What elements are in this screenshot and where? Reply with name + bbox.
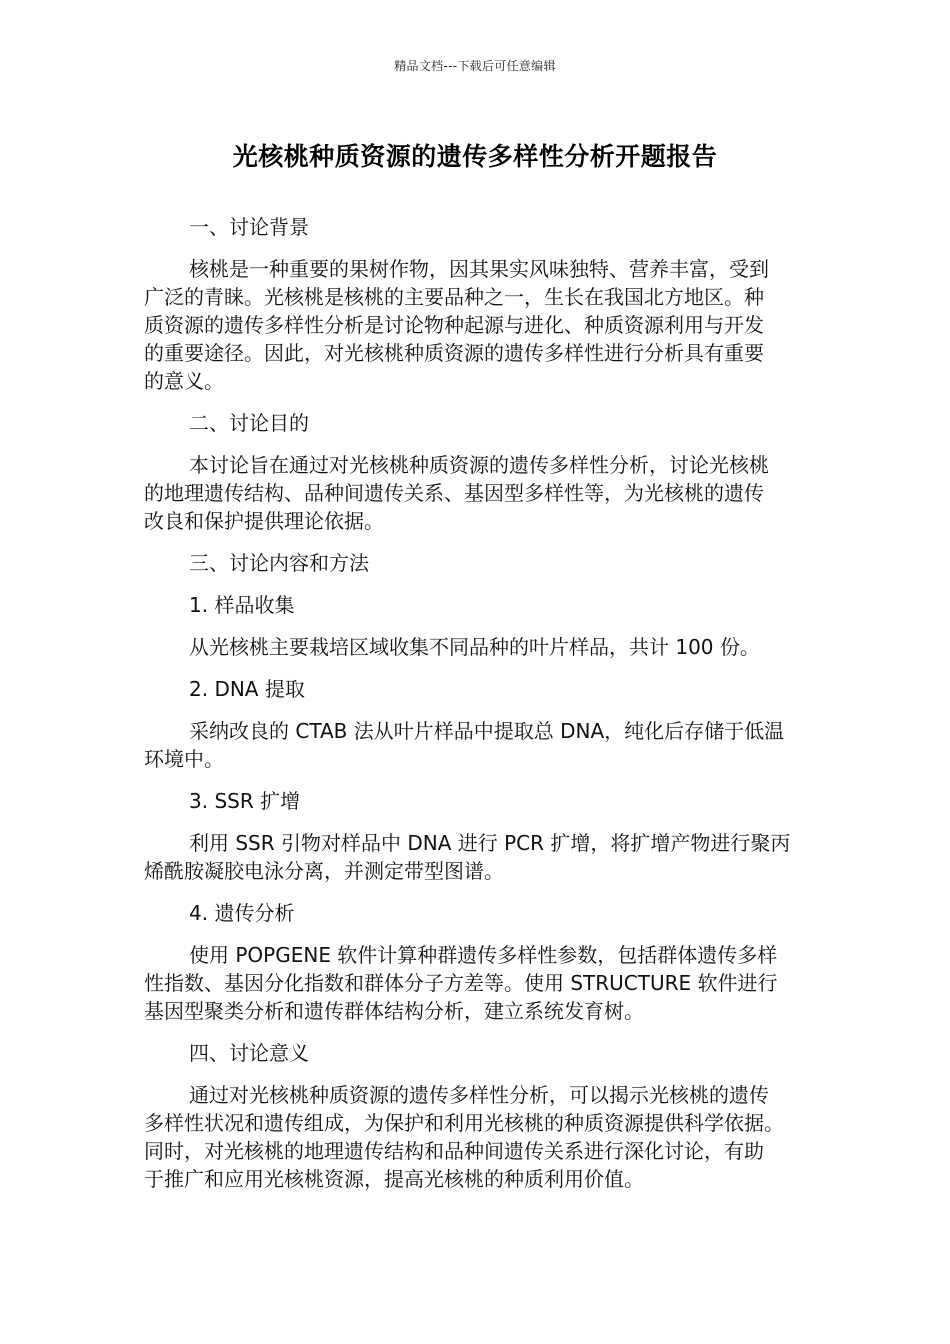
- paragraph-line: 使用 POPGENE 软件计算种群遗传多样性参数，包括群体遗传多样: [189, 943, 778, 967]
- subsection-heading-sampling: 1. 样品收集: [189, 593, 295, 617]
- paragraph-line: 本讨论旨在通过对光核桃种质资源的遗传多样性分析，讨论光核桃: [189, 453, 769, 477]
- paragraph-line: 同时，对光核桃的地理遗传结构和品种间遗传关系进行深化讨论，有助: [144, 1139, 764, 1163]
- subsection-heading-dna-extraction: 2. DNA 提取: [189, 677, 305, 701]
- paragraph-line: 的重要途径。因此，对光核桃种质资源的遗传多样性进行分析具有重要: [144, 341, 764, 365]
- paragraph-background: [144, 255, 804, 395]
- paragraph-line: 性指数、基因分化指数和群体分子方差等。使用 STRUCTURE 软件进行: [144, 971, 778, 995]
- paragraph-line: 烯酰胺凝胶电泳分离，并测定带型图谱。: [144, 859, 504, 883]
- paragraph-aim: [144, 451, 804, 535]
- paragraph-line: 广泛的青睐。光核桃是核桃的主要品种之一，生长在我国北方地区。种: [144, 285, 764, 309]
- paragraph-dna-extraction: [144, 717, 804, 773]
- section-heading-aim: 二、讨论目的: [189, 411, 309, 435]
- paragraph-line: 利用 SSR 引物对样品中 DNA 进行 PCR 扩增，将扩增产物进行聚丙: [189, 831, 791, 855]
- paragraph-sampling: [144, 633, 804, 661]
- paragraph-line: 通过对光核桃种质资源的遗传多样性分析，可以揭示光核桃的遗传: [189, 1083, 769, 1107]
- paragraph-line: 基因型聚类分析和遗传群体结构分析，建立系统发育树。: [144, 999, 644, 1023]
- paragraph-significance: [144, 1081, 804, 1193]
- section-heading-significance: 四、讨论意义: [189, 1041, 309, 1065]
- paragraph-line: 采纳改良的 CTAB 法从叶片样品中提取总 DNA，纯化后存储于低温: [189, 719, 785, 743]
- paragraph-line: 从光核桃主要栽培区域收集不同品种的叶片样品，共计 100 份。: [189, 635, 760, 659]
- paragraph-line: 的地理遗传结构、品种间遗传关系、基因型多样性等，为光核桃的遗传: [144, 481, 764, 505]
- header-note: 精品文档---下载后可任意编辑: [394, 59, 556, 73]
- section-heading-methods: 三、讨论内容和方法: [189, 551, 369, 575]
- paragraph-genetic-analysis: [144, 941, 804, 1025]
- paragraph-line: 环境中。: [144, 747, 224, 771]
- document-body: [144, 213, 804, 1207]
- document-title: 光核桃种质资源的遗传多样性分析开题报告: [232, 142, 718, 171]
- paragraph-line: 质资源的遗传多样性分析是讨论物种起源与进化、种质资源利用与开发: [144, 313, 764, 337]
- paragraph-ssr: [144, 829, 804, 885]
- section-heading-background: 一、讨论背景: [189, 215, 309, 239]
- subsection-heading-ssr: 3. SSR 扩增: [189, 789, 301, 813]
- paragraph-line: 多样性状况和遗传组成，为保护和利用光核桃的种质资源提供科学依据。: [144, 1111, 784, 1135]
- subsection-heading-genetic-analysis: 4. 遗传分析: [189, 901, 295, 925]
- paragraph-line: 于推广和应用光核桃资源，提高光核桃的种质利用价值。: [144, 1167, 644, 1191]
- paragraph-line: 改良和保护提供理论依据。: [144, 509, 384, 533]
- paragraph-line: 核桃是一种重要的果树作物，因其果实风味独特、营养丰富，受到: [189, 257, 769, 281]
- paragraph-line: 的意义。: [144, 369, 224, 393]
